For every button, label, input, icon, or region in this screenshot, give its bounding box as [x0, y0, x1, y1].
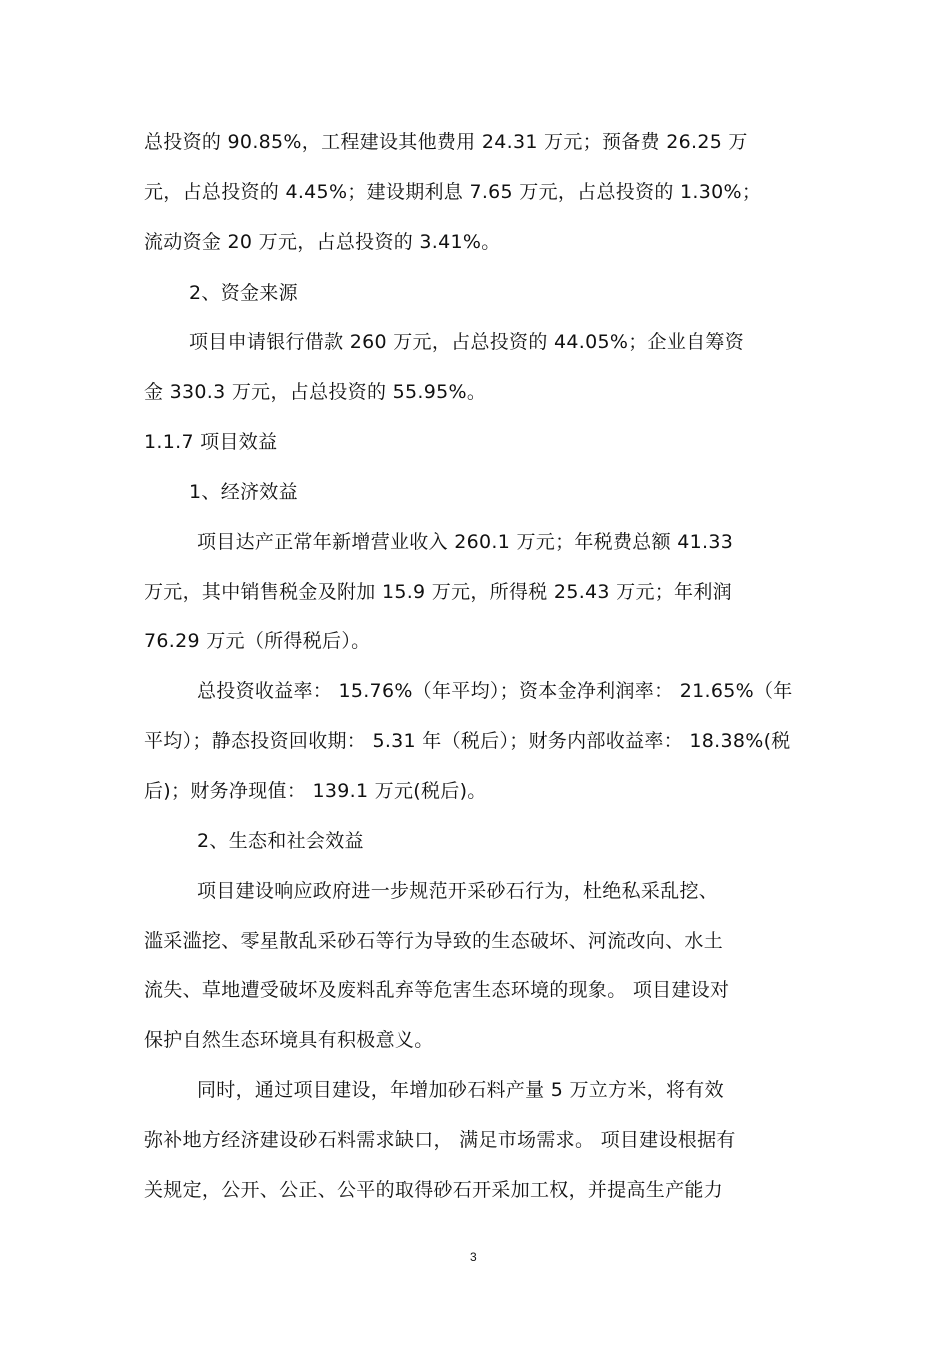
- text-line: 元，占总投资的 4.45%；建设期利息 7.65 万元，占总投资的 1.30%；: [144, 181, 762, 203]
- text-line: 弥补地方经济建设砂石料需求缺口， 满足市场需求。 项目建设根据有: [144, 1129, 736, 1151]
- section-heading: 1.1.7 项目效益: [144, 431, 278, 453]
- section-heading: 1、经济效益: [189, 481, 298, 503]
- section-heading: 2、资金来源: [189, 282, 298, 304]
- text-line: 后)；财务净现值： 139.1 万元(税后)。: [144, 780, 487, 802]
- text-line: 同时，通过项目建设，年增加砂石料产量 5 万立方米，将有效: [197, 1079, 724, 1101]
- text-line: 关规定，公开、公正、公平的取得砂石开采加工权，并提高生产能力: [144, 1179, 724, 1201]
- text-line: 总投资的 90.85%，工程建设其他费用 24.31 万元；预备费 26.25 万: [144, 131, 748, 153]
- text-line: 流失、草地遭受破坏及废料乱弃等危害生态环境的现象。 项目建设对: [144, 979, 730, 1001]
- text-line: 保护自然生态环境具有积极意义。: [144, 1029, 434, 1051]
- text-line: 滥采滥挖、零星散乱采砂石等行为导致的生态破坏、河流改向、水土: [144, 930, 724, 952]
- text-line: 流动资金 20 万元，占总投资的 3.41%。: [144, 231, 501, 253]
- text-line: 项目申请银行借款 260 万元，占总投资的 44.05%；企业自筹资: [189, 331, 745, 353]
- text-line: 项目达产正常年新增营业收入 260.1 万元；年税费总额 41.33: [197, 531, 734, 553]
- text-line: 金 330.3 万元，占总投资的 55.95%。: [144, 381, 487, 403]
- page-number: 3: [470, 1250, 477, 1264]
- text-line: 平均）；静态投资回收期： 5.31 年（税后）；财务内部收益率： 18.38%(税: [144, 730, 791, 752]
- text-line: 76.29 万元（所得税后）。: [144, 630, 371, 652]
- text-line: 项目建设响应政府进一步规范开采砂石行为，杜绝私采乱挖、: [197, 880, 719, 902]
- section-heading: 2、生态和社会效益: [197, 830, 364, 852]
- text-line: 万元，其中销售税金及附加 15.9 万元，所得税 25.43 万元；年利润: [144, 581, 732, 603]
- text-line: 总投资收益率： 15.76%（年平均）；资本金净利润率： 21.65%（年: [197, 680, 793, 702]
